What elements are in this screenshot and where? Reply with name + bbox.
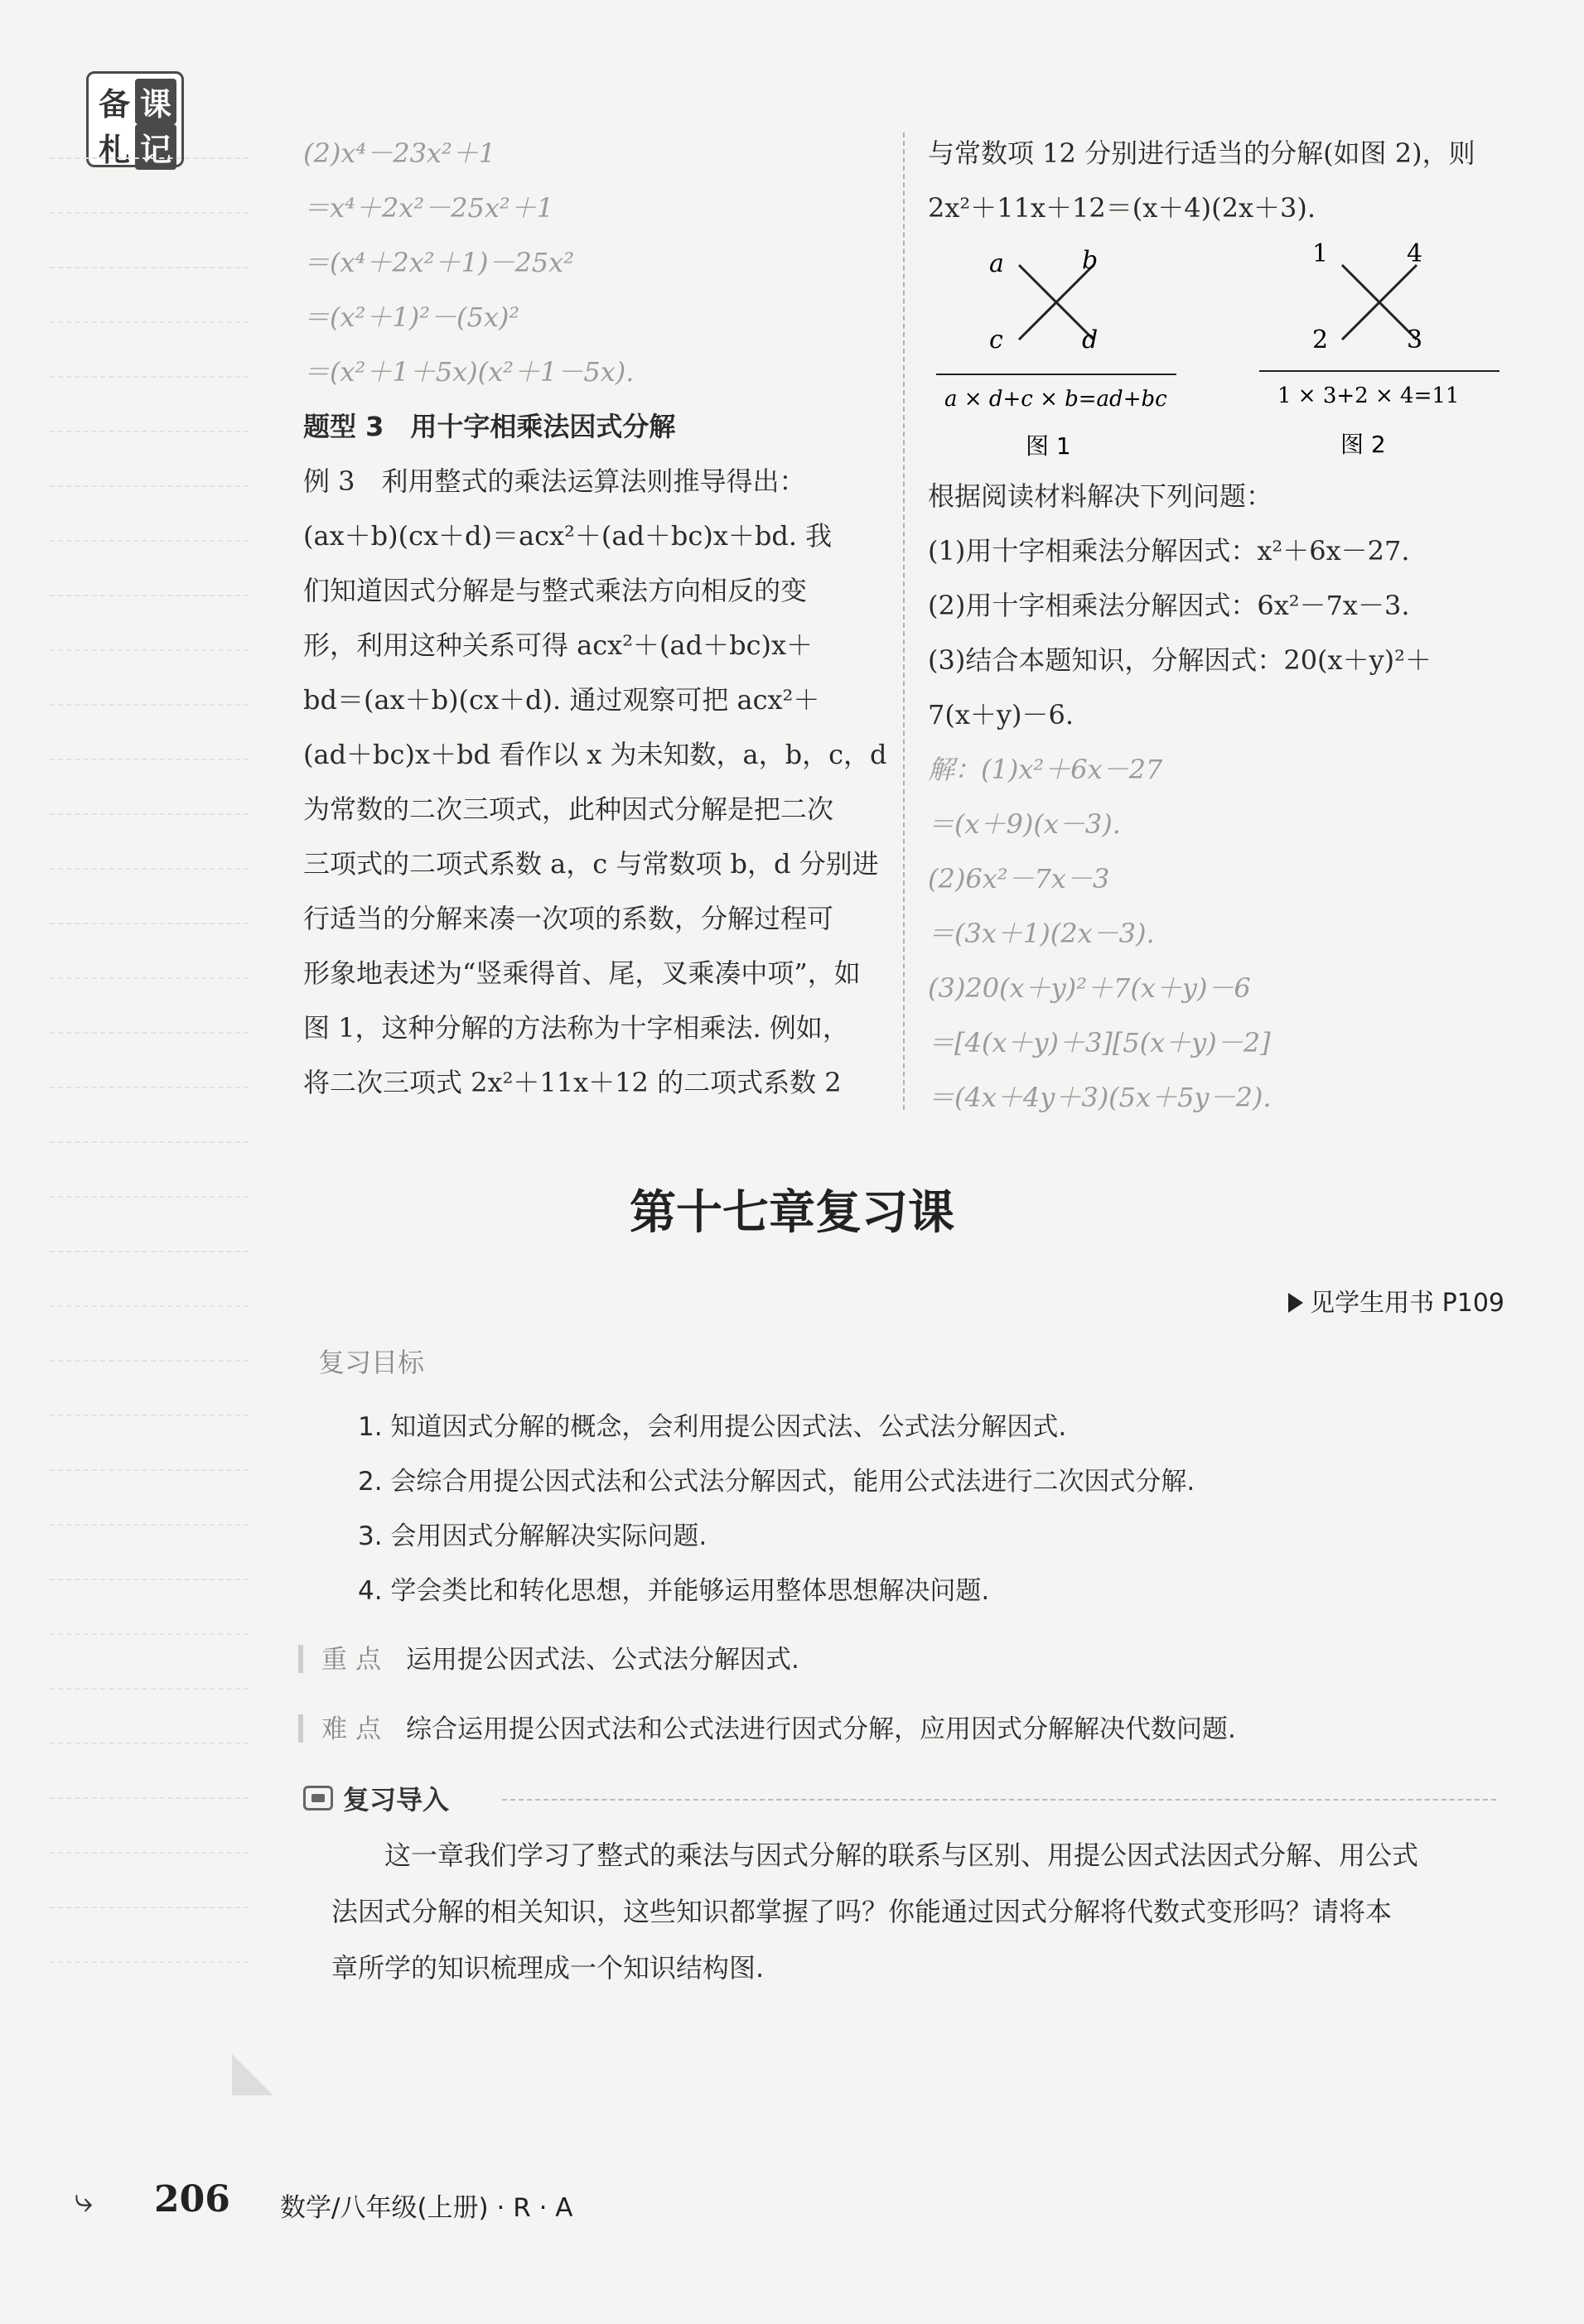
right-column-questions [928,469,1524,1125]
fig2-bottom-left: 2 [1312,325,1329,354]
fig1-bottom-right: d [1082,325,1099,354]
fig2-top-right: 4 [1407,239,1423,268]
note-line [50,376,249,378]
note-line [50,977,249,979]
fig1-caption: 图 1 [1026,432,1071,460]
solution-line: ＝(x²＋1)²－(5x)² [303,301,520,333]
figures-svg [928,232,1516,472]
note-line [50,1032,249,1034]
answer-line: ＝(3x＋1)(2x－3). [928,918,1155,949]
review-intro-header [298,1779,1499,1820]
fig2-bottom-right: 3 [1407,325,1423,354]
note-line [50,1251,249,1252]
note-line [50,1087,249,1088]
stamp-char: 课 [135,79,176,124]
example-line: 行适当的分解来凑一次项的系数，分解过程可 [303,903,834,934]
example-line: 形象地表述为“竖乘得首、尾，叉乘凑中项”，如 [303,957,861,989]
note-line [50,485,249,487]
fig2-top-left: 1 [1312,239,1329,268]
left-column [303,126,887,1110]
book-title: 数学/八年级(上册) · R · A [280,2193,573,2223]
note-line [50,704,249,706]
question-line: (1)用十字相乘法分解因式：x²＋6x－27. [928,535,1410,567]
note-line [50,868,249,870]
review-intro-label: 复习导入 [343,1784,450,1815]
student-book-reference [1288,1282,1504,1319]
fig1-top-left: a [989,249,1004,278]
solution-line: ＝(x²＋1＋5x)(x²＋1－5x). [303,356,635,388]
page-footer [75,2178,820,2228]
note-line [50,1852,249,1854]
chapter-title: 第十七章复习课 [630,1186,954,1240]
page-number: 206 [154,2178,230,2220]
lesson-notes-stamp [86,71,184,167]
note-line [50,1907,249,1908]
bar-marker [298,1714,303,1743]
note-line [50,1633,249,1635]
key-point-tag: 重点 [321,1645,389,1675]
chat-bubble-icon [303,1786,333,1811]
note-line [50,1141,249,1143]
intro-line: 章所学的知识梳理成一个知识结构图. [331,1952,765,1984]
goal-item: 4. 学会类比和转化思想，并能够运用整体思想解决问题. [358,1576,990,1606]
notes-margin [50,157,249,2062]
note-line [50,1961,249,1963]
goal-item: 3. 会用因式分解解决实际问题. [358,1521,707,1551]
review-goals-list [358,1400,1518,1618]
text-line: 2x²＋11x＋12＝(x＋4)(2x＋3). [928,192,1316,224]
stamp-char: 记 [135,124,176,170]
note-line [50,813,249,815]
figure-2 [1259,239,1499,458]
example-line: 将二次三项式 2x²＋11x＋12 的二项式系数 2 [303,1067,842,1098]
example-line: (ad＋bc)x＋bd 看作以 x 为未知数，a，b，c，d [303,739,887,770]
fig1-bottom-left: c [989,325,1003,354]
stamp-char: 札 [98,132,130,168]
solution-line: ＝(x⁴＋2x²＋1)－25x² [303,247,575,278]
triangle-pointer-icon [1288,1293,1303,1313]
review-intro-text [331,1827,1491,1996]
question-line: 7(x＋y)－6. [928,699,1074,730]
goal-item: 1. 知道因式分解的概念，会利用提公因式法、公式法分解因式. [358,1412,1067,1442]
intro-line: 这一章我们学习了整式的乘法与因式分解的联系与区别、用提公因式法因式分解、用公式 [384,1839,1419,1871]
note-line [50,1797,249,1799]
column-divider [903,133,905,1110]
intro-line: 法因式分解的相关知识，这些知识都掌握了吗？你能通过因式分解将代数式变形吗？请将本 [331,1896,1393,1927]
question-line: 根据阅读材料解决下列问题： [928,480,1273,512]
note-line [50,431,249,432]
solution-line: ＝x⁴＋2x²－25x²＋1 [303,192,554,224]
difficulty-text: 综合运用提公因式法和公式法进行因式分解，应用因式分解解决代数问题. [406,1714,1236,1744]
key-point [298,1638,799,1675]
note-line [50,1469,249,1471]
question-line: (3)结合本题知识，分解因式：20(x＋y)²＋ [928,644,1432,676]
key-point-text: 运用提公因式法、公式法分解因式. [406,1645,799,1675]
question-line: (2)用十字相乘法分解因式：6x²－7x－3. [928,590,1410,621]
note-line [50,1524,249,1526]
answer-line: ＝(4x＋4y＋3)(5x＋5y－2). [928,1082,1272,1113]
text-line: 与常数项 12 分别进行适当的分解(如图 2)，则 [928,137,1475,169]
fig1-formula: a × d+c × b=ad+bc [944,387,1167,412]
note-line [50,1688,249,1690]
goal-item: 2. 会综合用提公因式法和公式法分解因式，能用公式法进行二次因式分解. [358,1467,1195,1497]
note-line [50,321,249,323]
note-line [50,267,249,268]
reference-text: 见学生用书 P109 [1310,1289,1504,1318]
note-line [50,212,249,214]
answer-line: (2)6x²－7x－3 [928,863,1110,894]
fig2-formula: 1 × 3+2 × 4=11 [1277,383,1460,408]
fig1-top-right: b [1082,246,1099,275]
corner-decoration [232,2054,273,2095]
note-line [50,1415,249,1416]
fig2-caption: 图 2 [1340,431,1386,458]
solution-line: (2)x⁴－23x²＋1 [303,137,496,169]
note-line [50,759,249,760]
stamp-char: 备 [98,86,130,123]
note-line [50,157,249,159]
right-column-top [928,126,1524,235]
note-line [50,595,249,596]
example-line: 三项式的二项式系数 a，c 与常数项 b，d 分别进 [303,848,879,880]
example-line: bd＝(ax＋b)(cx＋d). 通过观察可把 acx²＋ [303,684,820,716]
figure-1 [936,246,1176,460]
footer-arrow-icon: ⤷ [75,2182,94,2220]
review-goals-label: 复习目标 [318,1347,425,1378]
answer-line: 解：(1)x²＋6x－27 [928,754,1163,785]
bar-marker [298,1645,303,1673]
difficulty-point [298,1708,1236,1745]
example-line: 们知道因式分解是与整式乘法方向相反的变 [303,575,808,606]
note-line [50,649,249,651]
question-type-heading: 题型 3 用十字相乘法因式分解 [303,411,676,442]
example-line: 例 3 利用整式的乘法运算法则推导得出： [303,465,806,497]
example-line: (ax＋b)(cx＋d)＝acx²＋(ad＋bc)x＋bd. 我 [303,520,833,552]
note-line [50,1579,249,1580]
note-line [50,1360,249,1362]
example-line: 为常数的二次三项式，此种因式分解是把二次 [303,793,834,825]
example-line: 图 1，这种分解的方法称为十字相乘法. 例如， [303,1012,849,1044]
note-line [50,923,249,924]
answer-line: ＝(x＋9)(x－3). [928,808,1121,840]
cross-multiplication-figures [928,232,1516,472]
note-line [50,540,249,542]
answer-line: (3)20(x＋y)²＋7(x＋y)－6 [928,972,1251,1004]
note-line [50,1743,249,1744]
header-dashed-line [502,1799,1496,1801]
answer-line: ＝[4(x＋y)＋3][5(x＋y)－2] [928,1027,1271,1058]
example-line: 形，利用这种关系可得 acx²＋(ad＋bc)x＋ [303,629,814,661]
note-line [50,1305,249,1307]
difficulty-tag: 难点 [321,1714,389,1744]
